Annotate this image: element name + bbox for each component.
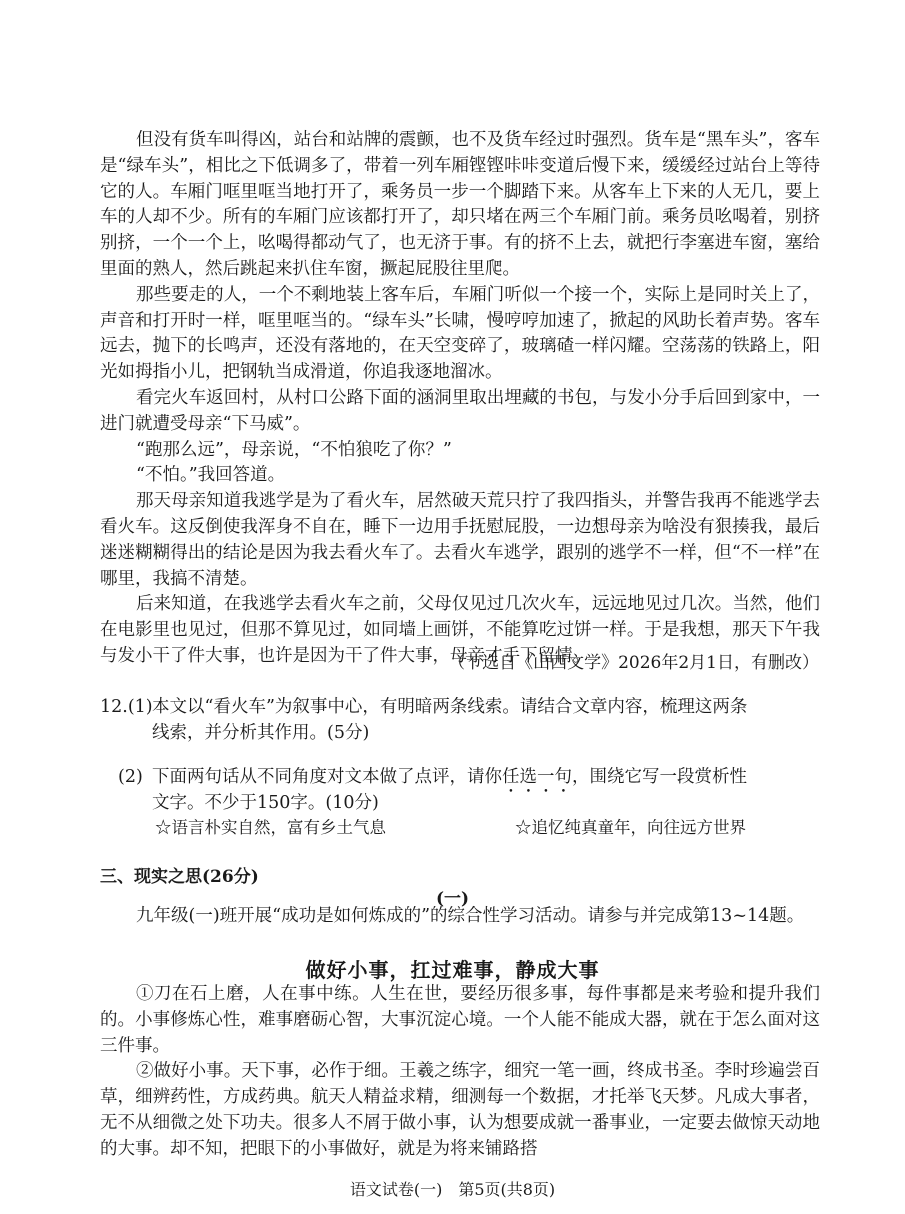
question-12-2-line1: 下面两句话从不同角度对文本做了点评，请你任选一句，围绕它写一段赏析性: [152, 767, 747, 787]
article-paragraph: ②做好小事。天下事，必作于细。王羲之练字，细究一笔一画，终成书圣。李时珍遍尝百草，细辨药性，方成药典。航天人精益求精，细测每一个数据，才托举飞天梦。凡成大事者，无不从细微之处下功夫。很多人不屑于做小事，认为想要成就一番事业，一定要去做惊天动地的大事。却不知，把眼下的小事做好，就是为将来铺路搭: [100, 1061, 820, 1159]
source-note: （节选自《山西文学》2026年2月1日，有删改）: [448, 653, 819, 673]
emphasized-text: 任选一句: [502, 767, 572, 787]
story-paragraph: 那天母亲知道我逃学是为了看火车，居然破天荒只拧了我四指头，并警告我再不能逃学去看火车。这反倒使我浑身不自在，睡下一边用手抚慰屁股，一边想母亲为啥没有狠揍我，最后迷迷糊糊得出的结论是因为我去看火车了。去看火车逃学，跟别的逃学不一样，但“不一样”在哪里，我搞不清楚。: [100, 491, 820, 589]
question-12-1-line2: 线索，并分析其作用。(5分): [152, 723, 370, 743]
section-heading: 三、现实之思(26分): [100, 867, 259, 887]
story-paragraph: “不怕。”我回答道。: [136, 465, 286, 486]
comment-option-b: ☆追忆纯真童年，向往远方世界: [515, 818, 746, 837]
question-12-2-number: (2): [118, 767, 143, 787]
story-paragraph: 看完火车返回村，从村口公路下面的涵洞里取出埋藏的书包，与发小分手后回到家中，一进门就遭受母亲“下马威”。: [100, 387, 820, 434]
article-title: 做好小事，扛过难事，静成大事: [305, 958, 600, 982]
article-body: [100, 982, 820, 1163]
intro-text: 九年级(一)班开展“成功是如何炼成的”的综合性学习活动。请参与并完成第13~14题。: [136, 906, 805, 926]
question-12-2-line2: 文字。不少于150字。(10分): [152, 793, 379, 813]
story-paragraph: 那些要走的人，一个不剩地装上客车后，车厢门听似一个接一个，实际上是同时关上了，声音和打开时一样，哐里哐当的。“绿车头”长啸，慢哼哼加速了，掀起的风助长着声势。客车远去，抛下的长鸣声，还没有落地的，在天空变碎了，玻璃碴一样闪耀。空荡荡的铁路上，阳光如拇指小儿，把钢轨当成滑道，你追我逐地溜冰。: [100, 284, 820, 383]
article-paragraph: ①刀在石上磨，人在事中练。人生在世，要经历很多事，每件事都是来考验和提升我们的。小事修炼心性，难事磨砺心智，大事沉淀心境。一个人能不能成大器，就在于怎么面对这三件事。: [100, 984, 820, 1056]
story-paragraph: “跑那么远”，母亲说，“不怕狼吃了你？”: [136, 439, 452, 460]
activity-intro: [100, 904, 820, 930]
page-footer: 语文试卷(一) 第5页(共8页): [349, 1180, 556, 1199]
story-paragraph: 后来知道，在我逃学去看火车之前，父母仅见过几次火车，远远地见过几次。当然，他们在电影里也见过，但那不算见过，如同墙上画饼，不能算吃过饼一样。于是我想，那天下午我与发小干了件大事，也许是因为干了件大事，母亲才手下留情。: [100, 594, 820, 666]
story-excerpt: [100, 128, 820, 670]
question-12-1-line1: 本文以“看火车”为叙事中心，有明暗两条线索。请结合文章内容，梳理这两条: [152, 697, 748, 717]
story-paragraph: 但没有货车叫得凶，站台和站牌的震颤，也不及货车经过时强烈。货车是“黑车头”，客车是“绿车头”，相比之下低调多了，带着一列车厢铿铿咔咔变道后慢下来，缓缓经过站台上等待它的人。车厢门哐里哐当地打开了，乘务员一步一个脚踏下来。从客车上下来的人无几，要上车的人却不少。所有的车厢门应该都打开了，却只堵在两三个车厢门前。乘务员吆喝着，别挤别挤，一个一个上，吆喝得都动气了，也无济于事。有的挤不上去，就把行李塞进车窗，塞给里面的熟人，然后跳起来扒住车窗，撅起屁股往里爬。: [100, 130, 820, 279]
question-12-1-number: 12.(1): [100, 697, 153, 717]
comment-option-a: ☆语言朴实自然，富有乡土气息: [155, 818, 386, 837]
sub-section-number: (一): [435, 889, 470, 909]
